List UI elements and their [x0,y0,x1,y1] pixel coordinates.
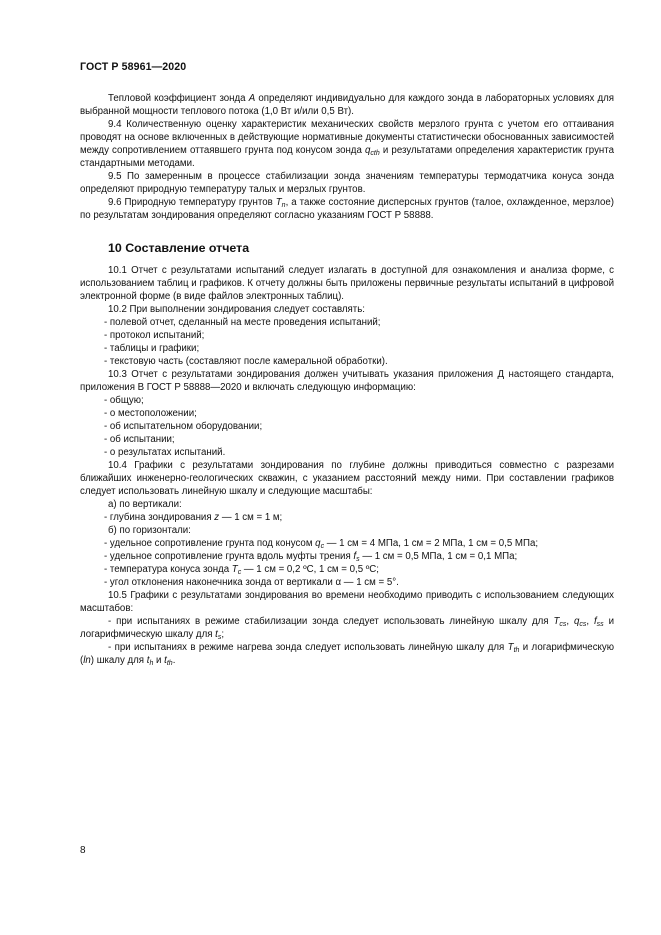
vertical-scale-label: а) по вертикали: [108,499,182,510]
list-item: - удельное сопротивление грунта вдоль муфты трения $f_s$ — 1 см = 0,5 МПа, 1 см = 0,1 МПа; [104,551,518,563]
paragraph-10-2: 10.2 При выполнении зондирования следует составлять: [108,304,365,315]
list-item: - при испытаниях в режиме стабилизации зонда следует использовать линейную шкалу для $T_{cs}$, $q_{cs}$, $f_{ss}$ и логарифмическую шкалу для $t_s$; [80,616,614,641]
document-header: ГОСТ Р 58961—2020 [80,61,187,73]
list-item: - о результатах испытаний. [104,447,226,458]
paragraph-9-6: 9.6 Природную температуру грунтов $T_n$, а также состояние дисперсных грунтов (талое, охлажденное, мерзлое) по результатам зондирования определяют согласно указаниям ГОСТ Р 58888. [80,197,615,221]
list-item: - общую; [104,395,144,406]
paragraph-10-3: 10.3 Отчет с результатами зондирования должен учитывать указания приложения Д настоящего стандарта, приложения В ГОСТ Р 58888—2020 и включать следующую информацию: [80,369,614,393]
paragraph-10-1: 10.1 Отчет с результатами испытаний следует излагать в доступной для ознакомления и анализа форме, с использованием таблиц и графиков. К отчету должны быть приложены первичные результаты испытаний в цифровой электронной форме (в виде файлов электронных таблиц). [80,265,614,302]
section-10-title: 10 Составление отчета [108,241,250,255]
list-item: - удельное сопротивление грунта под конусом $q_c$ — 1 см = 4 МПа, 1 см = 2 МПа, 1 см = 0,5 МПа; [104,538,539,550]
paragraph-9-4: 9.4 Количественную оценку характеристик механических свойств мерзлого грунта с учетом его оттаивания проводят на основе включенных в действующие нормативные документы статистически обоснованных зависимостей между сопротивлением оттаявшего грунта под конусом зонда $q_{cth}$ и результатами определения характеристик грунта стандартными методами. [80,119,614,169]
list-item: - текстовую часть (составляют после камеральной обработки). [104,356,388,367]
list-item: - температура конуса зонда $T_c$ — 1 см = 0,2 ºС, 1 см = 0,5 ºС; [104,564,379,576]
document-body [80,92,614,667]
list-item: - угол отклонения наконечника зонда от вертикали α — 1 см = 5°. [104,577,399,588]
list-item: - протокол испытаний; [104,330,205,341]
paragraph-9-5: 9.5 По замеренным в процессе стабилизации зонда значениям температуры термодатчика конуса зонда определяют природную температуру талых и мерзлых грунтов. [80,171,614,195]
list-item: - таблицы и графики; [104,343,200,354]
list-item: - при испытаниях в режиме нагрева зонда следует использовать линейную шкалу для $T_{th}$ и логарифмическую (ln) шкалу для $t_h$ и $t_{th}$. [80,642,614,667]
horizontal-scale-label: б) по горизонтали: [108,525,191,536]
list-item: - полевой отчет, сделанный на месте проведения испытаний; [104,317,381,328]
list-item: - об испытательном оборудовании; [104,421,263,432]
list-item: - об испытании; [104,434,175,445]
list-item: - о местоположении; [104,408,197,419]
paragraph-10-5: 10.5 Графики с результатами зондирования во времени необходимо приводить с использованием следующих масштабов: [80,590,614,614]
paragraph-10-4: 10.4 Графики с результатами зондирования по глубине должны приводиться совместно с разрезами ближайших инженерно-геологических скважин, с указанием расстояний между ними. При составлении графиков следует использовать линейную шкалу и следующие масштабы: [80,460,614,497]
paragraph-9-3: Тепловой коэффициент зонда А определяют индивидуально для каждого зонда в лабораторных условиях для выбранной мощности теплового потока (1,0 Вт и/или 0,5 Вт). [80,93,614,117]
page-number: 8 [80,845,86,856]
list-item: - глубина зондирования z — 1 см = 1 м; [104,512,283,523]
